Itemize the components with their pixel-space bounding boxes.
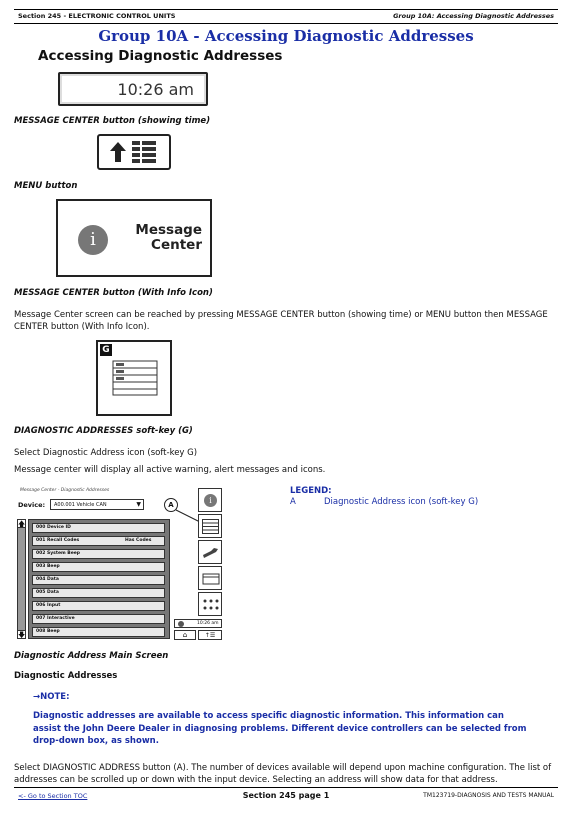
menu-icon[interactable]: ↑☰	[198, 630, 222, 640]
list-row-label: 002 System Beep	[36, 551, 81, 556]
toc-link[interactable]: <- Go to Section TOC	[18, 792, 88, 800]
list-row-label: 003 Beep	[36, 564, 60, 569]
header-top-rule	[14, 9, 558, 10]
header-group: Group 10A: Accessing Diagnostic Addresses	[393, 12, 554, 20]
dots-grid-icon	[202, 597, 220, 613]
list-row-label: 008 Beep	[36, 629, 60, 634]
caption-softkey-g: DIAGNOSTIC ADDRESSES soft-key (G)	[14, 426, 193, 436]
note-text: Diagnostic addresses are available to access specific diagnostic information. This information can assist the John Deere Dealer in diagnosing problems. Different device controllers can be selected from drop-down box, as shown.	[33, 711, 527, 746]
list-row-label: 004 Data	[36, 577, 59, 582]
clock-bar	[174, 619, 222, 628]
list-row-6[interactable]	[32, 601, 165, 611]
message-center-time-button-image	[58, 72, 208, 106]
scrollbar[interactable]	[17, 519, 26, 639]
diagnostic-address-screen	[16, 486, 224, 642]
note-title: →NOTE:	[33, 692, 70, 702]
group-title: Group 10A - Accessing Diagnostic Addresses	[98, 27, 474, 45]
menu-button-image	[97, 134, 171, 170]
caption-menu: MENU button	[14, 181, 78, 191]
list-row-4[interactable]	[32, 575, 165, 585]
list-row-label: 007 Interactive	[36, 616, 75, 621]
legend-key: A	[290, 497, 296, 507]
scroll-up-icon[interactable]: 🡅	[18, 520, 26, 528]
legend-desc: Diagnostic Address icon (soft-key G)	[324, 497, 479, 507]
clock-time: 10:26 am	[197, 621, 219, 626]
diagnostic-addresses-softkey-image	[96, 340, 172, 416]
device-label: Device:	[18, 501, 46, 509]
header-bottom-rule	[14, 23, 558, 24]
message-center-label-line2: Center	[151, 237, 202, 253]
list-row-label: 005 Data	[36, 590, 59, 595]
chevron-down-icon: ▼	[136, 501, 141, 508]
footer-rule	[14, 787, 558, 788]
legend-title: LEGEND:	[290, 486, 332, 496]
list-row-8[interactable]	[32, 627, 165, 637]
paragraph-final: Select DIAGNOSTIC ADDRESS button (A). The number of devices available will depend upon machine configuration. The list of addresses can be scrolled up or down with the input device. Selecting an address will show data for that address.	[14, 763, 552, 785]
scroll-down-icon[interactable]: 🡇	[18, 631, 26, 639]
softkey-info[interactable]	[198, 488, 222, 512]
list-row-status: Has Codes	[125, 538, 152, 543]
card-icon	[202, 572, 220, 586]
softkey-tools[interactable]	[198, 540, 222, 564]
softkey-dots[interactable]	[198, 592, 222, 616]
caption-main-screen: Diagnostic Address Main Screen	[14, 651, 169, 661]
g-tag: G	[100, 344, 112, 356]
device-value: A00.001 Vehicle CAN	[54, 502, 107, 508]
message-center-label	[135, 223, 202, 253]
softkey-card[interactable]	[198, 566, 222, 590]
page-number: Section 245 page 1	[242, 791, 330, 800]
callout-a: A	[164, 498, 178, 512]
list-row-0[interactable]	[32, 523, 165, 533]
list-row-label: 006 Input	[36, 603, 61, 608]
address-list	[28, 519, 170, 639]
paragraph-reach: Message Center screen can be reached by pressing MESSAGE CENTER button (showing time) or MENU button then MESSAGE CENTER button (With Info Icon).	[14, 310, 548, 332]
page-title: Accessing Diagnostic Addresses	[38, 48, 283, 64]
list-row-5[interactable]	[32, 588, 165, 598]
message-center-label-line1: Message	[135, 222, 202, 238]
list-row-3[interactable]	[32, 562, 165, 572]
screen-title: Message Center - Diagnostic Addresses	[20, 488, 110, 493]
caption-message-center-info: MESSAGE CENTER button (With Info Icon)	[14, 288, 213, 298]
message-center-info-button-image	[56, 199, 212, 277]
menu-icon	[99, 136, 169, 168]
wrench-icon	[202, 546, 220, 560]
list-row-1[interactable]	[32, 536, 165, 546]
subheading-diagnostic-addresses: Diagnostic Addresses	[14, 671, 118, 681]
list-row-7[interactable]	[32, 614, 165, 624]
header-section: Section 245 - ELECTRONIC CONTROL UNITS	[18, 12, 176, 20]
caption-message-center-time: MESSAGE CENTER button (showing time)	[14, 116, 211, 126]
info-icon: i	[204, 494, 217, 507]
info-icon: i	[78, 225, 108, 255]
list-row-label: 001 Recall Codes	[36, 538, 80, 543]
paragraph-display: Message center will display all active warning, alert messages and icons.	[14, 465, 326, 475]
legend-row	[290, 497, 478, 507]
home-icon[interactable]: ⌂	[174, 630, 196, 640]
softkey-diagnostic-addresses[interactable]	[198, 514, 222, 538]
address-list-icon	[202, 519, 219, 534]
time-display: 10:26 am	[117, 80, 194, 99]
paragraph-select: Select Diagnostic Address icon (soft-key G)	[14, 448, 198, 458]
list-row-label: 000 Device ID	[36, 525, 71, 530]
list-row-2[interactable]	[32, 549, 165, 559]
manual-id: TM123719-DIAGNOSIS AND TESTS MANUAL	[423, 792, 554, 799]
info-icon	[178, 621, 184, 627]
address-list-icon	[112, 360, 158, 396]
